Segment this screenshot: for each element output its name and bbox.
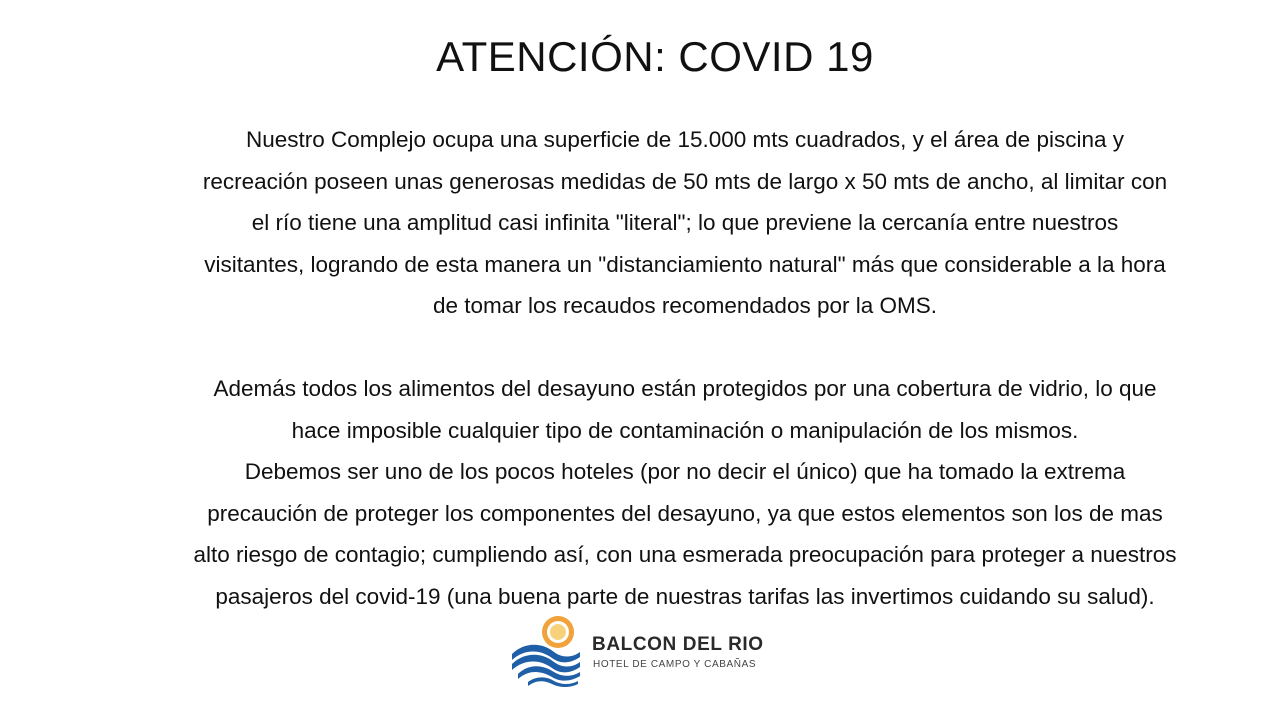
- logo-name: BALCON DEL RIO: [592, 634, 764, 655]
- text-line: hace imposible cualquier tipo de contaminación o manipulación de los mismos.: [291, 417, 1079, 443]
- paragraph-breakfast-protection: [60, 368, 1280, 617]
- text-line: recreación poseen unas generosas medidas de 50 mts de largo x 50 mts de ancho, al limitar con: [202, 168, 1168, 194]
- text-line: el río tiene una amplitud casi infinita "literal"; lo que previene la cercanía entre nuestros: [251, 210, 1119, 235]
- text-line: Nuestro Complejo ocupa una superficie de 15.000 mts cuadrados, y el área de piscina y: [245, 127, 1124, 152]
- text-line: de tomar los recaudos recomendados por la OMS.: [433, 293, 937, 318]
- notice-body: [60, 119, 1280, 617]
- paragraph-gap: [60, 327, 1280, 369]
- text-line: precaución de proteger los componentes del desayuno, ya que estos elementos son los de mas: [207, 500, 1163, 526]
- text-line: alto riesgo de contagio; cumpliendo así, con una esmerada preocupación para proteger a nuestros: [193, 542, 1177, 567]
- sun-over-waves-icon: [508, 612, 588, 692]
- text-line: Debemos ser uno de los pocos hoteles (por no decir el único) que ha tomado la extrema: [244, 459, 1126, 484]
- page-title: ATENCIÓN: COVID 19: [436, 33, 874, 80]
- paragraph-spacing-distance: [60, 119, 1280, 327]
- text-line: Además todos los alimentos del desayuno están protegidos por una cobertura de vidrio, lo que: [213, 376, 1157, 401]
- text-line: visitantes, logrando de esta manera un "distanciamiento natural" más que considerable a la hora: [204, 251, 1166, 277]
- logo-subtitle: HOTEL DE CAMPO Y CABAÑAS: [593, 659, 757, 670]
- text-line: pasajeros del covid-19 (una buena parte de nuestras tarifas las invertimos cuidando su salud).: [215, 583, 1155, 609]
- hotel-logo: [508, 612, 808, 692]
